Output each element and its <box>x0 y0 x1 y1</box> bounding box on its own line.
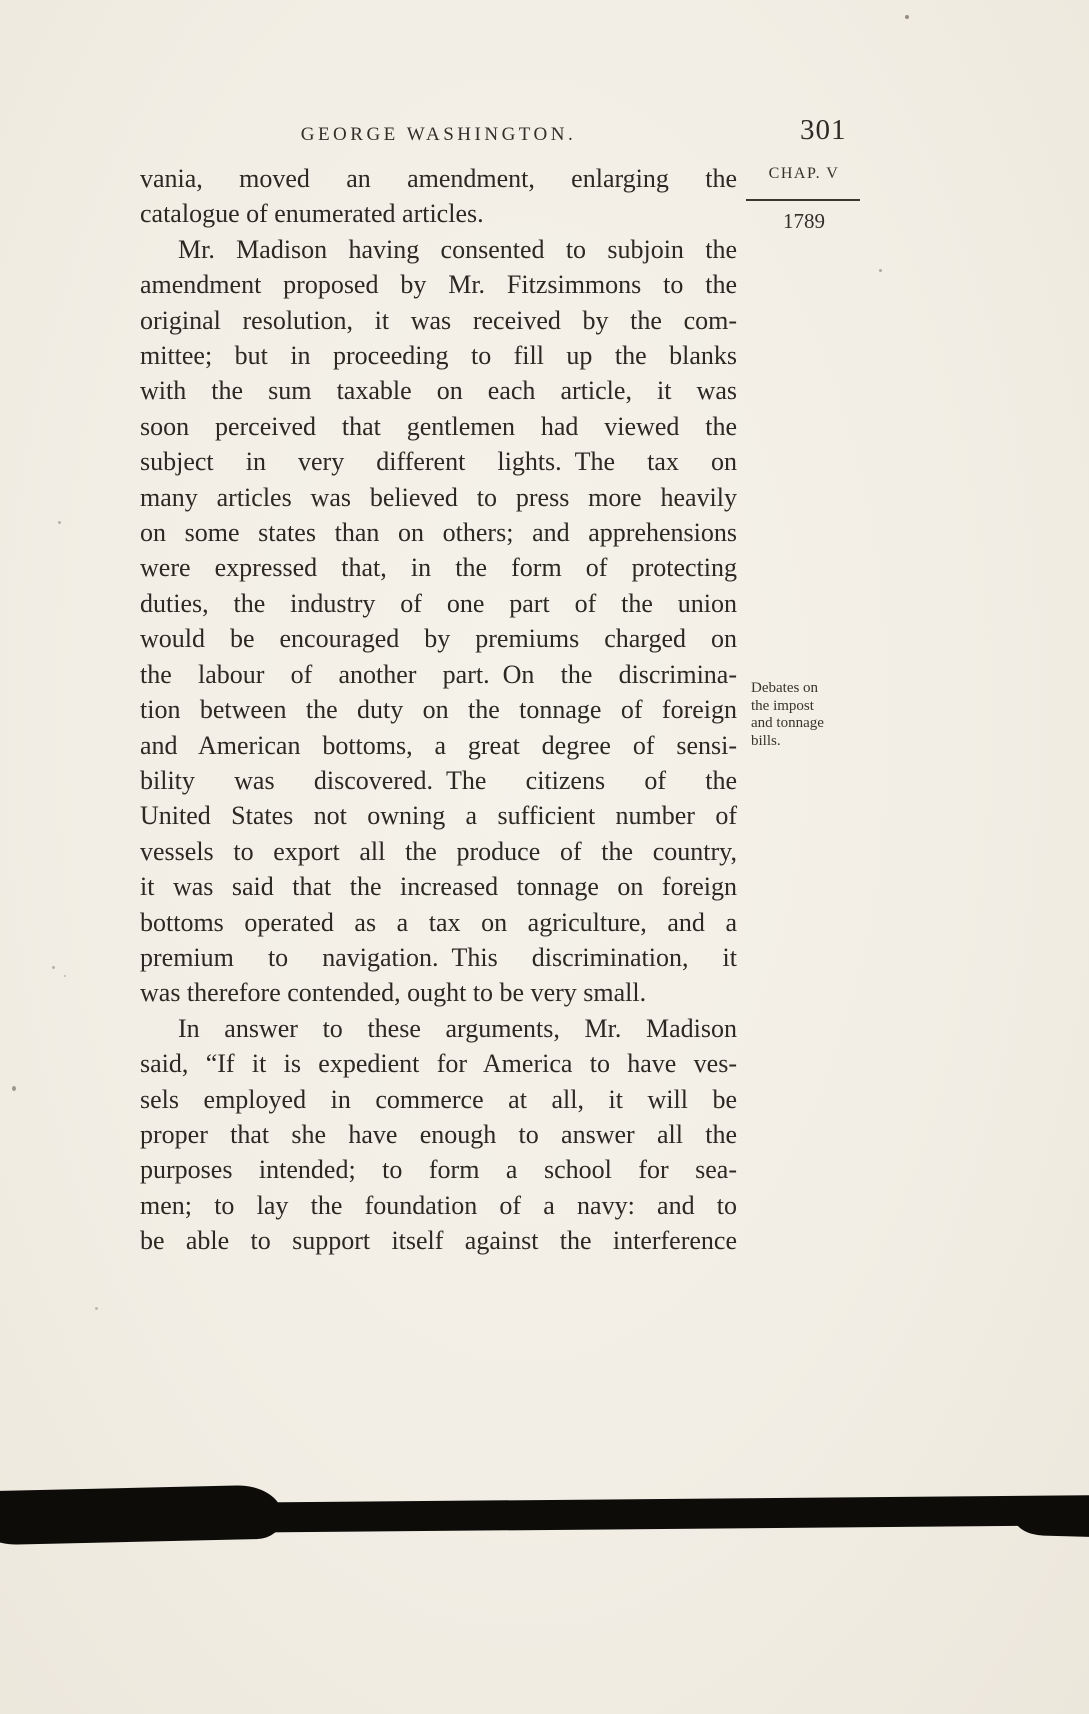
body-line: tion between the duty on the tonnage of foreign <box>140 695 737 725</box>
body-line: original resolution, it was received by the com- <box>140 305 737 335</box>
body-line: proper that she have enough to answer all the <box>140 1119 737 1149</box>
sidenote-line: the impost <box>751 697 814 714</box>
body-line: purposes intended; to form a school for sea- <box>140 1155 737 1185</box>
body-line: United States not owning a sufficient number of <box>140 801 737 831</box>
page-number: 301 <box>800 114 847 146</box>
body-line: with the sum taxable on each article, it was <box>140 376 737 406</box>
body-line: sels employed in commerce at all, it will be <box>140 1084 737 1114</box>
body-line: premium to navigation. This discrimination, it <box>140 942 737 972</box>
body-line: bility was discovered. The citizens of the <box>140 765 737 795</box>
year-label: 1789 <box>783 209 825 233</box>
scan-shadow-left <box>0 1484 283 1545</box>
body-line: many articles was believed to press more heavily <box>140 482 737 512</box>
sidenote-line: and tonnage <box>751 715 824 731</box>
body-line: amendment proposed by Mr. Fitzsimmons to the <box>140 270 737 300</box>
body-line: were expressed that, in the form of protecting <box>140 553 737 583</box>
body-line: was therefore contended, ought to be very small. <box>140 978 647 1008</box>
body-line: men; to lay the foundation of a navy: and to <box>140 1190 737 1220</box>
body-line: would be encouraged by premiums charged on <box>140 624 737 654</box>
body-line: soon perceived that gentlemen had viewed the <box>140 411 737 441</box>
body-line: In answer to these arguments, Mr. Madison <box>178 1013 737 1043</box>
body-line: duties, the industry of one part of the union <box>140 588 737 618</box>
body-line: be able to support itself against the interference <box>140 1226 737 1256</box>
scan-shadow-right <box>1014 1499 1089 1537</box>
body-text <box>140 161 737 1259</box>
body-line: mittee; but in proceeding to fill up the blanks <box>140 341 737 371</box>
scan-speck <box>52 966 55 969</box>
running-head-title: GEORGE WASHINGTON. <box>300 124 577 145</box>
sidenote-line: bills. <box>751 732 781 749</box>
sidenote-line: Debates on <box>751 680 819 696</box>
body-line: subject in very different lights. The tax on <box>140 447 737 477</box>
sidenote <box>751 680 881 750</box>
scan-speck <box>95 1307 98 1310</box>
scan-speck <box>58 521 61 524</box>
body-line: vania, moved an amendment, enlarging the <box>140 164 737 193</box>
scan-speck <box>879 269 882 272</box>
body-line: it was said that the increased tonnage on foreign <box>140 872 737 902</box>
scan-speck <box>905 15 909 19</box>
body-line: vessels to export all the produce of the country, <box>140 836 737 866</box>
scan-speck <box>64 975 66 977</box>
chapter-label: CHAP. V <box>768 165 840 182</box>
body-line: the labour of another part. On the discrimina- <box>140 659 737 689</box>
body-line: on some states than on others; and apprehensions <box>140 518 737 548</box>
body-line: and American bottoms, a great degree of sensi- <box>140 730 737 760</box>
body-line: Mr. Madison having consented to subjoin the <box>178 234 737 264</box>
body-line: said, “If it is expedient for America to have ves- <box>140 1049 737 1079</box>
margin-rule <box>746 199 860 201</box>
scan-speck <box>12 1086 16 1091</box>
body-line: bottoms operated as a tax on agriculture, and a <box>140 907 737 937</box>
body-line: catalogue of enumerated articles. <box>140 199 484 229</box>
